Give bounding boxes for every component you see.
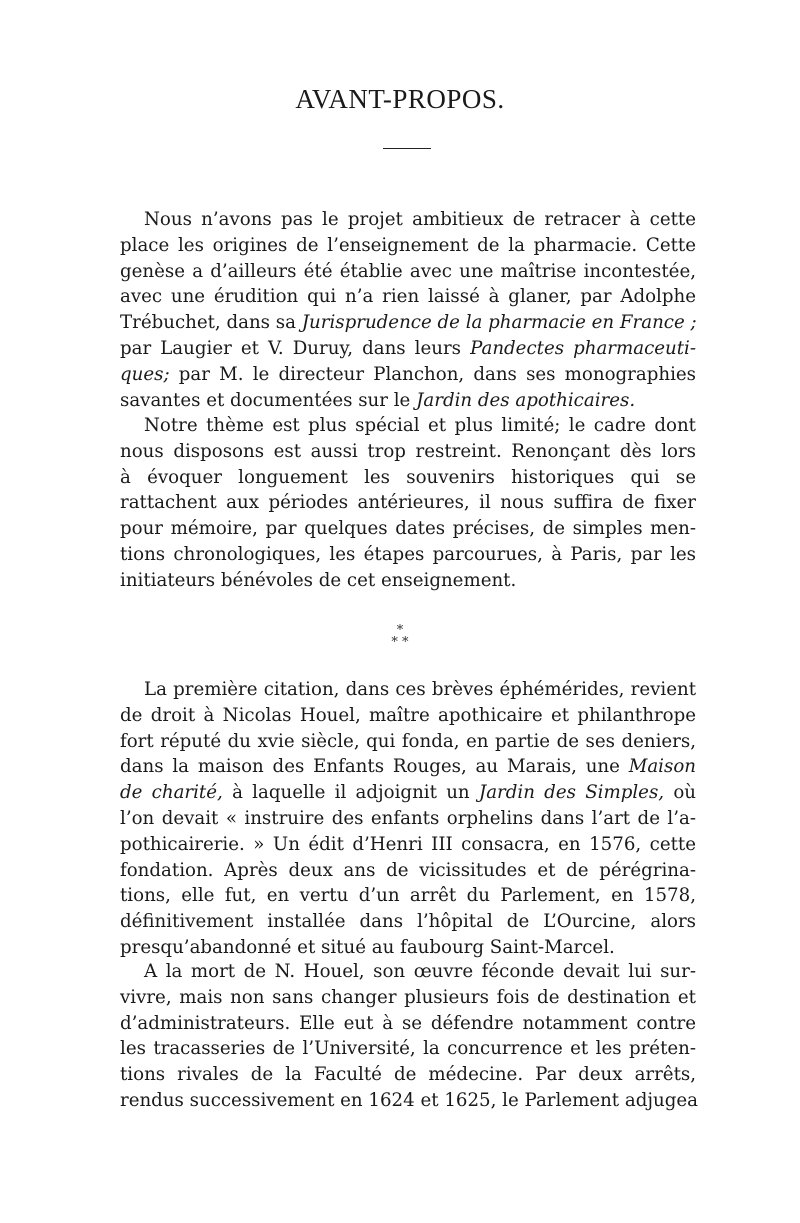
text-line [120, 490, 696, 516]
asterism-top: * [396, 623, 404, 638]
text-segment: fondation. Après deux ans de vicissitudes et de pérégrina- [120, 859, 696, 881]
italic-title-text: de charité, [120, 782, 223, 804]
text-line [120, 832, 696, 858]
text-line [120, 388, 696, 414]
text-line [120, 259, 696, 285]
page-title: AVANT-PROPOS. [295, 84, 505, 114]
text-line [120, 284, 696, 310]
text-segment: par Laugier et V. Duruy, dans leurs [120, 337, 471, 359]
text-line [120, 542, 696, 568]
italic-title-text: Jardin des Simples, [478, 782, 665, 804]
text-line [120, 1011, 696, 1037]
text-segment: nous disposons est aussi trop restreint. Renonçant dès lors [120, 440, 696, 462]
italic-title-text: Jardin des apothicaires. [416, 389, 636, 411]
text-segment: tions chronologiques, les étapes parcourues, à Paris, par les [120, 543, 696, 565]
asterism-bottom: * * [391, 635, 409, 650]
section-asterism [0, 625, 800, 649]
text-line [120, 336, 696, 362]
text-segment: place les origines de l’enseignement de la pharmacie. Cette [120, 234, 696, 256]
text-line [120, 959, 696, 985]
text-line [120, 362, 696, 388]
text-line [120, 516, 696, 542]
text-line [120, 465, 696, 491]
text-segment: dans la maison des Enfants Rouges, au Marais, une [120, 756, 629, 778]
paragraph-1 [120, 207, 696, 413]
text-segment: tions rivales de la Faculté de médecine. Par deux arrêts, [120, 1064, 696, 1086]
text-segment: pothicairerie. » Un édit d’Henri III consacra, en 1576, cette [120, 833, 696, 855]
text-line [120, 985, 696, 1011]
text-line [120, 1088, 696, 1114]
text-segment: à laquelle il adjoignit un [222, 782, 479, 804]
text-segment: Trébuchet, dans sa [120, 312, 302, 334]
text-line [120, 233, 696, 259]
text-segment: La première citation, dans ces brèves éphémérides, revient [144, 679, 696, 700]
text-segment: par M. le directeur Planchon, dans ses monographies [169, 363, 696, 385]
text-segment: vivre, mais non sans changer plusieurs fois de destination et [120, 986, 696, 1008]
paragraph-4 [120, 959, 696, 1114]
text-segment: l’on devait « instruire des enfants orphelins dans l’art de l’a- [120, 807, 696, 829]
text-line [120, 439, 696, 465]
paragraph-3 [120, 677, 696, 961]
text-line [120, 754, 696, 780]
text-segment: à évoquer longuement les souvenirs historiques qui se [120, 466, 696, 488]
text-line [120, 310, 696, 336]
italic-title-text: Pandectes pharmaceuti- [470, 337, 696, 359]
text-line [120, 935, 696, 961]
text-line [120, 703, 696, 729]
text-line [120, 1062, 696, 1088]
text-segment: Nous n’avons pas le projet ambitieux de retracer à cette [144, 209, 696, 230]
text-segment: rattachent aux périodes antérieures, il nous suffira de fixer [120, 492, 696, 514]
italic-title-text: ques; [120, 363, 170, 385]
text-segment: avec une érudition qui n’a rien laissé à glaner, par Adolphe [120, 286, 696, 308]
text-segment: tions, elle fut, en vertu d’un arrêt du Parlement, en 1578, [120, 885, 696, 907]
text-line [120, 806, 696, 832]
text-line [120, 207, 696, 233]
text-segment: les tracasseries de l’Université, la concurrence et les préten- [120, 1038, 696, 1060]
italic-title-text: Jurisprudence de la pharmacie en France ; [301, 312, 697, 334]
text-segment: Notre thème est plus spécial et plus limité; le cadre dont [144, 415, 696, 436]
italic-title-text: Maison [628, 756, 696, 778]
text-line [120, 909, 696, 935]
text-line [120, 883, 696, 909]
text-segment: pour mémoire, par quelques dates précises, de simples men- [120, 518, 696, 540]
text-segment: presqu’abandonné et situé au faubourg Saint-Marcel. [120, 936, 615, 958]
text-line [120, 729, 696, 755]
text-line [120, 568, 696, 594]
text-segment: rendus successivement en 1624 et 1625, le Parlement adjugea [120, 1089, 698, 1111]
text-segment: fort réputé du xvie siècle, qui fonda, en partie de ses deniers, [120, 730, 696, 752]
text-line [120, 413, 696, 439]
text-segment: d’administrateurs. Elle eut à se défendre notamment contre [120, 1012, 696, 1034]
text-line [120, 858, 696, 884]
title-divider [383, 148, 431, 149]
text-segment: A la mort de N. Houel, son œuvre féconde devait lui sur- [144, 961, 696, 982]
text-segment: savantes et documentées sur le [120, 389, 417, 411]
text-segment: où [664, 782, 696, 804]
text-segment: genèse a d’ailleurs été établie avec une maîtrise incontestée, [120, 260, 696, 282]
paragraph-2 [120, 413, 696, 594]
text-line [120, 1036, 696, 1062]
text-line [120, 780, 696, 806]
text-segment: définitivement installée dans l’hôpital de L’Ourcine, alors [120, 911, 696, 933]
text-line [120, 677, 696, 703]
text-segment: de droit à Nicolas Houel, maître apothicaire et philanthrope [120, 704, 696, 726]
text-segment: initiateurs bénévoles de cet enseignement. [120, 569, 517, 591]
